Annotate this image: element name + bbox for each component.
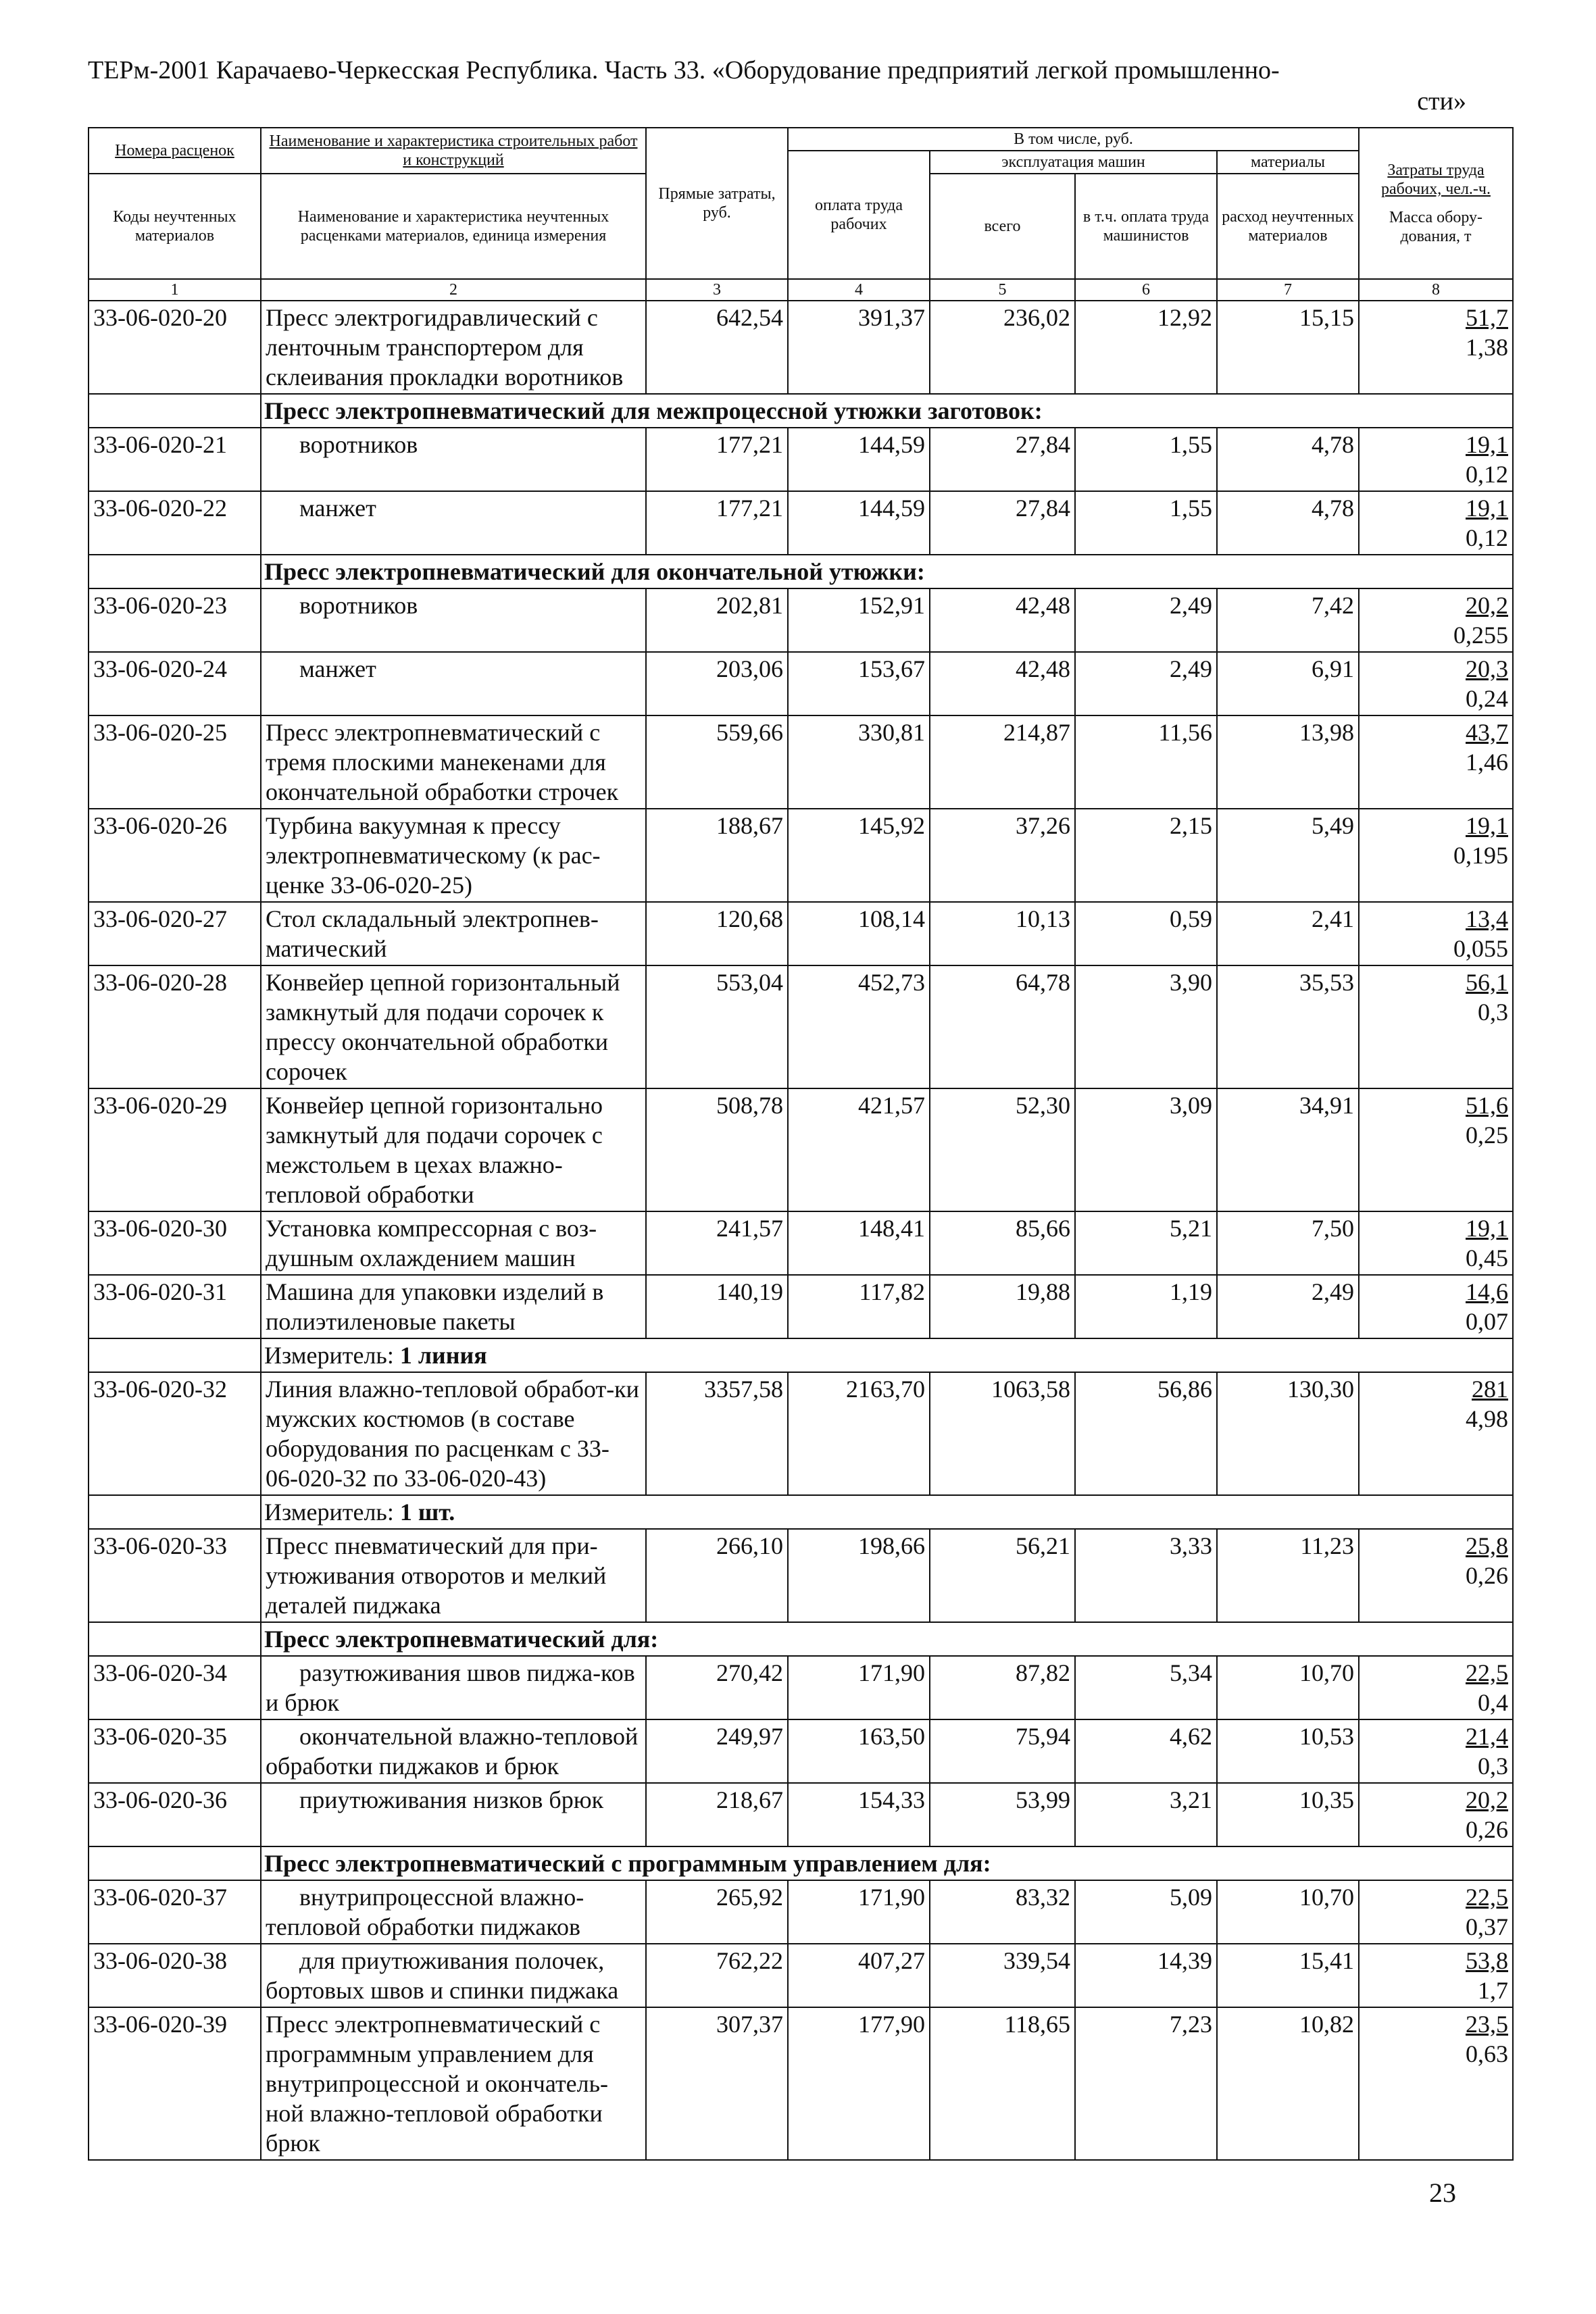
measure-row xyxy=(89,1495,1513,1529)
rate-code: 33-06-020-29 xyxy=(89,1088,261,1211)
col-number: 2 xyxy=(261,279,646,301)
group-title: Пресс электропневматический для окончательной утюжки: xyxy=(261,555,1513,588)
table-row xyxy=(89,1783,1513,1846)
rate-name-text: воротников xyxy=(299,431,418,458)
value-operators: 5,34 xyxy=(1075,1656,1217,1719)
value-pay: 171,90 xyxy=(788,1656,930,1719)
value-operators: 3,90 xyxy=(1075,965,1217,1088)
rate-code: 33-06-020-23 xyxy=(89,588,261,652)
col-code-header: Номера расценок xyxy=(89,128,261,174)
value-operators: 2,15 xyxy=(1075,809,1217,902)
value-pay: 2163,70 xyxy=(788,1372,930,1495)
table-row xyxy=(89,1656,1513,1719)
table-row xyxy=(89,652,1513,715)
col-total-header: всего xyxy=(930,174,1075,279)
table-row xyxy=(89,809,1513,902)
rate-code: 33-06-020-34 xyxy=(89,1656,261,1719)
value-materials: 15,41 xyxy=(1217,1944,1359,2007)
value-direct: 265,92 xyxy=(646,1880,788,1944)
rate-name-text: Конвейер цепной горизонтальный замкнутый для подачи сорочек к прессу окончательной обработки сорочек xyxy=(266,969,620,1085)
labor-mass-cell xyxy=(1359,2007,1513,2160)
empty-cell xyxy=(89,1495,261,1529)
rate-name-text: Конвейер цепной горизонтально замкнутый для подачи сорочек с межстольем в цехах влажно-тепловой обработки xyxy=(266,1092,603,1208)
measure-title xyxy=(261,1495,1513,1529)
labor-mass-cell xyxy=(1359,1719,1513,1783)
value-direct: 188,67 xyxy=(646,809,788,902)
labor-mass-cell xyxy=(1359,965,1513,1088)
labor-mass-cell xyxy=(1359,652,1513,715)
mass-value: 0,63 xyxy=(1466,2040,1508,2067)
mass-value: 0,37 xyxy=(1466,1913,1508,1940)
value-machines: 37,26 xyxy=(930,809,1075,902)
rate-code: 33-06-020-37 xyxy=(89,1880,261,1944)
mass-value: 0,3 xyxy=(1478,999,1508,1026)
rate-code: 33-06-020-38 xyxy=(89,1944,261,2007)
value-operators: 12,92 xyxy=(1075,301,1217,394)
value-pay: 171,90 xyxy=(788,1880,930,1944)
labor-value: 53,8 xyxy=(1466,1947,1508,1974)
value-direct: 270,42 xyxy=(646,1656,788,1719)
col-direct-header: Прямые затраты, руб. xyxy=(646,128,788,279)
labor-value: 20,3 xyxy=(1466,655,1508,682)
value-direct: 202,81 xyxy=(646,588,788,652)
value-pay: 108,14 xyxy=(788,902,930,965)
rate-name xyxy=(261,1088,646,1211)
col-name-header: Наименование и характеристика строительных работ и конструкций xyxy=(261,128,646,174)
mass-value: 0,25 xyxy=(1466,1122,1508,1149)
table-row xyxy=(89,965,1513,1088)
col-labor-header: Затраты труда рабочих, чел.-ч. Масса обору-дования, т xyxy=(1359,128,1513,279)
labor-value: 19,1 xyxy=(1466,1215,1508,1242)
rate-name-text: внутрипроцессной влажно-тепловой обработки пиджаков xyxy=(266,1884,584,1940)
labor-mass-cell xyxy=(1359,1372,1513,1495)
mass-value: 0,255 xyxy=(1453,622,1508,649)
labor-mass-cell xyxy=(1359,1944,1513,2007)
rates-table xyxy=(88,127,1514,2161)
empty-cell xyxy=(89,1846,261,1880)
col-number: 4 xyxy=(788,279,930,301)
col-operators-header: в т.ч. оплата труда машинистов xyxy=(1075,174,1217,279)
value-operators: 1,55 xyxy=(1075,491,1217,555)
rate-name-text: для приутюживания полочек, бортовых швов и спинки пиджака xyxy=(266,1947,619,2004)
labor-value: 13,4 xyxy=(1466,905,1508,932)
table-row xyxy=(89,1719,1513,1783)
mass-value: 0,12 xyxy=(1466,461,1508,488)
table-row xyxy=(89,1211,1513,1275)
labor-mass-cell xyxy=(1359,1656,1513,1719)
rate-name-text: Турбина вакуумная к прессу электропневматическому (к рас-ценке 33-06-020-25) xyxy=(266,812,601,899)
value-machines: 42,48 xyxy=(930,588,1075,652)
value-materials: 6,91 xyxy=(1217,652,1359,715)
value-materials: 34,91 xyxy=(1217,1088,1359,1211)
materials-header: материалы xyxy=(1217,151,1359,174)
col-number: 5 xyxy=(930,279,1075,301)
value-pay: 152,91 xyxy=(788,588,930,652)
value-machines: 87,82 xyxy=(930,1656,1075,1719)
rate-name xyxy=(261,1275,646,1338)
value-machines: 42,48 xyxy=(930,652,1075,715)
rate-name-text: воротников xyxy=(299,592,418,619)
group-title: Пресс электропневматический для: xyxy=(261,1622,1513,1656)
column-numbers-row xyxy=(89,279,1513,301)
col-number: 1 xyxy=(89,279,261,301)
labor-value: 281 xyxy=(1472,1376,1508,1403)
value-machines: 339,54 xyxy=(930,1944,1075,2007)
value-machines: 19,88 xyxy=(930,1275,1075,1338)
value-operators: 2,49 xyxy=(1075,588,1217,652)
value-materials: 10,70 xyxy=(1217,1656,1359,1719)
rate-name xyxy=(261,715,646,809)
mass-value: 1,46 xyxy=(1466,749,1508,776)
measure-unit: 1 шт. xyxy=(399,1499,455,1526)
value-pay: 144,59 xyxy=(788,491,930,555)
value-operators: 1,55 xyxy=(1075,428,1217,491)
rate-name-text: разутюживания швов пиджа-ков и брюк xyxy=(266,1659,635,1716)
value-direct: 3357,58 xyxy=(646,1372,788,1495)
value-materials: 7,50 xyxy=(1217,1211,1359,1275)
value-machines: 118,65 xyxy=(930,2007,1075,2160)
mass-value: 0,45 xyxy=(1466,1244,1508,1272)
labor-mass-cell xyxy=(1359,491,1513,555)
value-machines: 53,99 xyxy=(930,1783,1075,1846)
mass-value: 1,7 xyxy=(1478,1977,1508,2004)
group-title: Пресс электропневматический с программным управлением для: xyxy=(261,1846,1513,1880)
rate-name-text: Пресс электропневматический с тремя плоскими манекенами для окончательной обработки строчек xyxy=(266,719,619,805)
value-direct: 642,54 xyxy=(646,301,788,394)
value-materials: 10,82 xyxy=(1217,2007,1359,2160)
value-pay: 117,82 xyxy=(788,1275,930,1338)
labor-value: 43,7 xyxy=(1466,719,1508,746)
rate-name-text: Пресс электрогидравлический с ленточным транспортером для склеивания прокладки воротников xyxy=(266,304,624,391)
value-pay: 198,66 xyxy=(788,1529,930,1622)
rate-name xyxy=(261,301,646,394)
mass-value: 0,07 xyxy=(1466,1308,1508,1335)
value-pay: 407,27 xyxy=(788,1944,930,2007)
value-direct: 307,37 xyxy=(646,2007,788,2160)
incl-header: В том числе, руб. xyxy=(788,128,1359,151)
value-machines: 236,02 xyxy=(930,301,1075,394)
labor-value: 14,6 xyxy=(1466,1278,1508,1305)
value-operators: 11,56 xyxy=(1075,715,1217,809)
machines-header: эксплуатация машин xyxy=(930,151,1217,174)
mass-value: 0,24 xyxy=(1466,685,1508,712)
value-pay: 154,33 xyxy=(788,1783,930,1846)
table-row xyxy=(89,1880,1513,1944)
col-pay-header: оплата труда рабочих xyxy=(788,151,930,279)
table-row xyxy=(89,1372,1513,1495)
title-line-2: сти» xyxy=(1417,87,1466,116)
labor-value: 22,5 xyxy=(1466,1659,1508,1686)
empty-cell xyxy=(89,1338,261,1372)
value-pay: 330,81 xyxy=(788,715,930,809)
page-number: 23 xyxy=(1429,2178,1456,2208)
table-row xyxy=(89,1529,1513,1622)
value-pay: 163,50 xyxy=(788,1719,930,1783)
labor-value: 51,6 xyxy=(1466,1092,1508,1119)
empty-cell xyxy=(89,555,261,588)
value-direct: 241,57 xyxy=(646,1211,788,1275)
empty-cell xyxy=(89,1622,261,1656)
rate-name xyxy=(261,1372,646,1495)
value-direct: 762,22 xyxy=(646,1944,788,2007)
labor-value: 20,2 xyxy=(1466,592,1508,619)
labor-mass-cell xyxy=(1359,1088,1513,1211)
labor-value: 25,8 xyxy=(1466,1532,1508,1559)
col-number: 8 xyxy=(1359,279,1513,301)
value-pay: 145,92 xyxy=(788,809,930,902)
rate-name-text: Стол складальный электропнев-матический xyxy=(266,905,599,962)
rate-code: 33-06-020-35 xyxy=(89,1719,261,1783)
rate-name xyxy=(261,652,646,715)
table-row xyxy=(89,715,1513,809)
value-operators: 14,39 xyxy=(1075,1944,1217,2007)
col-materials-header: расход неучтенных материалов xyxy=(1217,174,1359,279)
rate-name-text: Пресс электропневматический с программным управлением для внутрипроцессной и окончатель-ной влажно-тепловой обработки брюк xyxy=(266,2011,609,2157)
value-operators: 3,21 xyxy=(1075,1783,1217,1846)
labor-mass-cell xyxy=(1359,1275,1513,1338)
value-direct: 559,66 xyxy=(646,715,788,809)
rate-code: 33-06-020-36 xyxy=(89,1783,261,1846)
value-direct: 177,21 xyxy=(646,491,788,555)
value-machines: 52,30 xyxy=(930,1088,1075,1211)
value-direct: 203,06 xyxy=(646,652,788,715)
value-materials: 4,78 xyxy=(1217,428,1359,491)
table-row xyxy=(89,1088,1513,1211)
value-materials: 7,42 xyxy=(1217,588,1359,652)
value-direct: 218,67 xyxy=(646,1783,788,1846)
col-code-sub-header: Коды неучтенных материалов xyxy=(89,174,261,279)
rate-code: 33-06-020-39 xyxy=(89,2007,261,2160)
rate-name xyxy=(261,491,646,555)
value-machines: 64,78 xyxy=(930,965,1075,1088)
value-machines: 214,87 xyxy=(930,715,1075,809)
measure-prefix: Измеритель: xyxy=(264,1342,400,1369)
value-direct: 508,78 xyxy=(646,1088,788,1211)
mass-value: 4,98 xyxy=(1466,1405,1508,1432)
value-materials: 10,70 xyxy=(1217,1880,1359,1944)
value-operators: 5,09 xyxy=(1075,1880,1217,1944)
rate-code: 33-06-020-30 xyxy=(89,1211,261,1275)
value-operators: 3,33 xyxy=(1075,1529,1217,1622)
labor-value: 56,1 xyxy=(1466,969,1508,996)
rate-name xyxy=(261,2007,646,2160)
table-row xyxy=(89,1944,1513,2007)
table-row xyxy=(89,588,1513,652)
value-operators: 7,23 xyxy=(1075,2007,1217,2160)
value-machines: 27,84 xyxy=(930,428,1075,491)
measure-row xyxy=(89,1338,1513,1372)
mass-value: 1,38 xyxy=(1466,334,1508,361)
rate-name-text: окончательной влажно-тепловой обработки пиджаков и брюк xyxy=(266,1723,639,1780)
rate-name xyxy=(261,428,646,491)
value-pay: 177,90 xyxy=(788,2007,930,2160)
group-header-row xyxy=(89,394,1513,428)
value-materials: 15,15 xyxy=(1217,301,1359,394)
table-row xyxy=(89,491,1513,555)
value-pay: 148,41 xyxy=(788,1211,930,1275)
value-machines: 56,21 xyxy=(930,1529,1075,1622)
measure-unit: 1 линия xyxy=(399,1342,487,1369)
value-pay: 391,37 xyxy=(788,301,930,394)
rate-name xyxy=(261,1211,646,1275)
mass-value: 0,4 xyxy=(1478,1689,1508,1716)
rate-name xyxy=(261,1783,646,1846)
rate-code: 33-06-020-24 xyxy=(89,652,261,715)
rate-name xyxy=(261,1880,646,1944)
page-title xyxy=(88,53,1493,119)
value-operators: 1,19 xyxy=(1075,1275,1217,1338)
rate-code: 33-06-020-20 xyxy=(89,301,261,394)
value-direct: 177,21 xyxy=(646,428,788,491)
mass-value: 0,26 xyxy=(1466,1816,1508,1843)
measure-title xyxy=(261,1338,1513,1372)
labor-value: 19,1 xyxy=(1466,431,1508,458)
rate-name xyxy=(261,902,646,965)
mass-value: 0,195 xyxy=(1453,842,1508,869)
labor-mass-cell xyxy=(1359,715,1513,809)
labor-mass-cell xyxy=(1359,1211,1513,1275)
table-row xyxy=(89,902,1513,965)
rate-name xyxy=(261,588,646,652)
labor-value: 20,2 xyxy=(1466,1786,1508,1813)
rate-code: 33-06-020-28 xyxy=(89,965,261,1088)
rate-code: 33-06-020-33 xyxy=(89,1529,261,1622)
labor-mass-cell xyxy=(1359,1880,1513,1944)
value-operators: 2,49 xyxy=(1075,652,1217,715)
value-machines: 75,94 xyxy=(930,1719,1075,1783)
group-header-row xyxy=(89,1622,1513,1656)
mass-value: 0,055 xyxy=(1453,935,1508,962)
group-header-row xyxy=(89,1846,1513,1880)
value-machines: 27,84 xyxy=(930,491,1075,555)
rate-name xyxy=(261,809,646,902)
rate-code: 33-06-020-32 xyxy=(89,1372,261,1495)
measure-prefix: Измеритель: xyxy=(264,1499,400,1526)
group-header-row xyxy=(89,555,1513,588)
table-row xyxy=(89,428,1513,491)
value-operators: 0,59 xyxy=(1075,902,1217,965)
rate-name xyxy=(261,1719,646,1783)
value-materials: 2,41 xyxy=(1217,902,1359,965)
rate-name-text: Пресс пневматический для при-утюживания отворотов и мелкий деталей пиджака xyxy=(266,1532,607,1619)
labor-mass-cell xyxy=(1359,902,1513,965)
value-operators: 4,62 xyxy=(1075,1719,1217,1783)
labor-mass-cell xyxy=(1359,588,1513,652)
value-pay: 452,73 xyxy=(788,965,930,1088)
col-number: 7 xyxy=(1217,279,1359,301)
table-row xyxy=(89,301,1513,394)
rate-name-text: Установка компрессорная с воз-душным охлаждением машин xyxy=(266,1215,597,1272)
value-machines: 1063,58 xyxy=(930,1372,1075,1495)
rate-name xyxy=(261,1529,646,1622)
labor-value: 51,7 xyxy=(1466,304,1508,331)
rate-name-text: манжет xyxy=(299,655,376,682)
rate-code: 33-06-020-22 xyxy=(89,491,261,555)
rate-code: 33-06-020-26 xyxy=(89,809,261,902)
empty-cell xyxy=(89,394,261,428)
labor-mass-cell xyxy=(1359,301,1513,394)
rate-name xyxy=(261,965,646,1088)
mass-value: 0,12 xyxy=(1466,524,1508,551)
value-direct: 249,97 xyxy=(646,1719,788,1783)
labor-value: 21,4 xyxy=(1466,1723,1508,1750)
value-materials: 130,30 xyxy=(1217,1372,1359,1495)
rate-name-text: приутюживания низков брюк xyxy=(299,1786,604,1813)
group-title: Пресс электропневматический для межпроцессной утюжки заготовок: xyxy=(261,394,1513,428)
rate-code: 33-06-020-25 xyxy=(89,715,261,809)
value-direct: 140,19 xyxy=(646,1275,788,1338)
labor-mass-cell xyxy=(1359,809,1513,902)
value-materials: 2,49 xyxy=(1217,1275,1359,1338)
table-body xyxy=(89,279,1513,2160)
rate-name-text: манжет xyxy=(299,495,376,522)
labor-value: 19,1 xyxy=(1466,812,1508,839)
rate-code: 33-06-020-31 xyxy=(89,1275,261,1338)
rate-code: 33-06-020-27 xyxy=(89,902,261,965)
value-direct: 266,10 xyxy=(646,1529,788,1622)
col-number: 6 xyxy=(1075,279,1217,301)
mass-value: 0,26 xyxy=(1466,1562,1508,1589)
value-machines: 85,66 xyxy=(930,1211,1075,1275)
labor-mass-cell xyxy=(1359,428,1513,491)
value-materials: 4,78 xyxy=(1217,491,1359,555)
rate-name xyxy=(261,1944,646,2007)
value-pay: 144,59 xyxy=(788,428,930,491)
value-operators: 3,09 xyxy=(1075,1088,1217,1211)
labor-value: 23,5 xyxy=(1466,2011,1508,2038)
table-row xyxy=(89,1275,1513,1338)
value-operators: 5,21 xyxy=(1075,1211,1217,1275)
rate-name xyxy=(261,1656,646,1719)
rate-code: 33-06-020-21 xyxy=(89,428,261,491)
value-materials: 10,53 xyxy=(1217,1719,1359,1783)
value-machines: 83,32 xyxy=(930,1880,1075,1944)
col-name-sub-header: Наименование и характеристика неучтенных расценками материалов, единица измерения xyxy=(261,174,646,279)
value-materials: 11,23 xyxy=(1217,1529,1359,1622)
value-materials: 13,98 xyxy=(1217,715,1359,809)
value-direct: 553,04 xyxy=(646,965,788,1088)
table-row xyxy=(89,2007,1513,2160)
value-pay: 421,57 xyxy=(788,1088,930,1211)
title-line-1: ТЕРм-2001 Карачаево-Черкесская Республика. Часть 33. «Оборудование предприятий легкой промышленно- xyxy=(88,56,1280,84)
labor-mass-cell xyxy=(1359,1783,1513,1846)
value-materials: 35,53 xyxy=(1217,965,1359,1088)
labor-mass-cell xyxy=(1359,1529,1513,1622)
value-operators: 56,86 xyxy=(1075,1372,1217,1495)
col-number: 3 xyxy=(646,279,788,301)
rate-name-text: Линия влажно-тепловой обработ-ки мужских костюмов (в составе оборудования по расценкам с 33-06-020-32 по 33-06-020-43) xyxy=(266,1376,639,1492)
mass-value: 0,3 xyxy=(1478,1753,1508,1780)
value-direct: 120,68 xyxy=(646,902,788,965)
value-materials: 5,49 xyxy=(1217,809,1359,902)
labor-value: 19,1 xyxy=(1466,495,1508,522)
value-machines: 10,13 xyxy=(930,902,1075,965)
table-header xyxy=(89,128,1513,279)
labor-value: 22,5 xyxy=(1466,1884,1508,1911)
rate-name-text: Машина для упаковки изделий в полиэтиленовые пакеты xyxy=(266,1278,604,1335)
value-pay: 153,67 xyxy=(788,652,930,715)
value-materials: 10,35 xyxy=(1217,1783,1359,1846)
